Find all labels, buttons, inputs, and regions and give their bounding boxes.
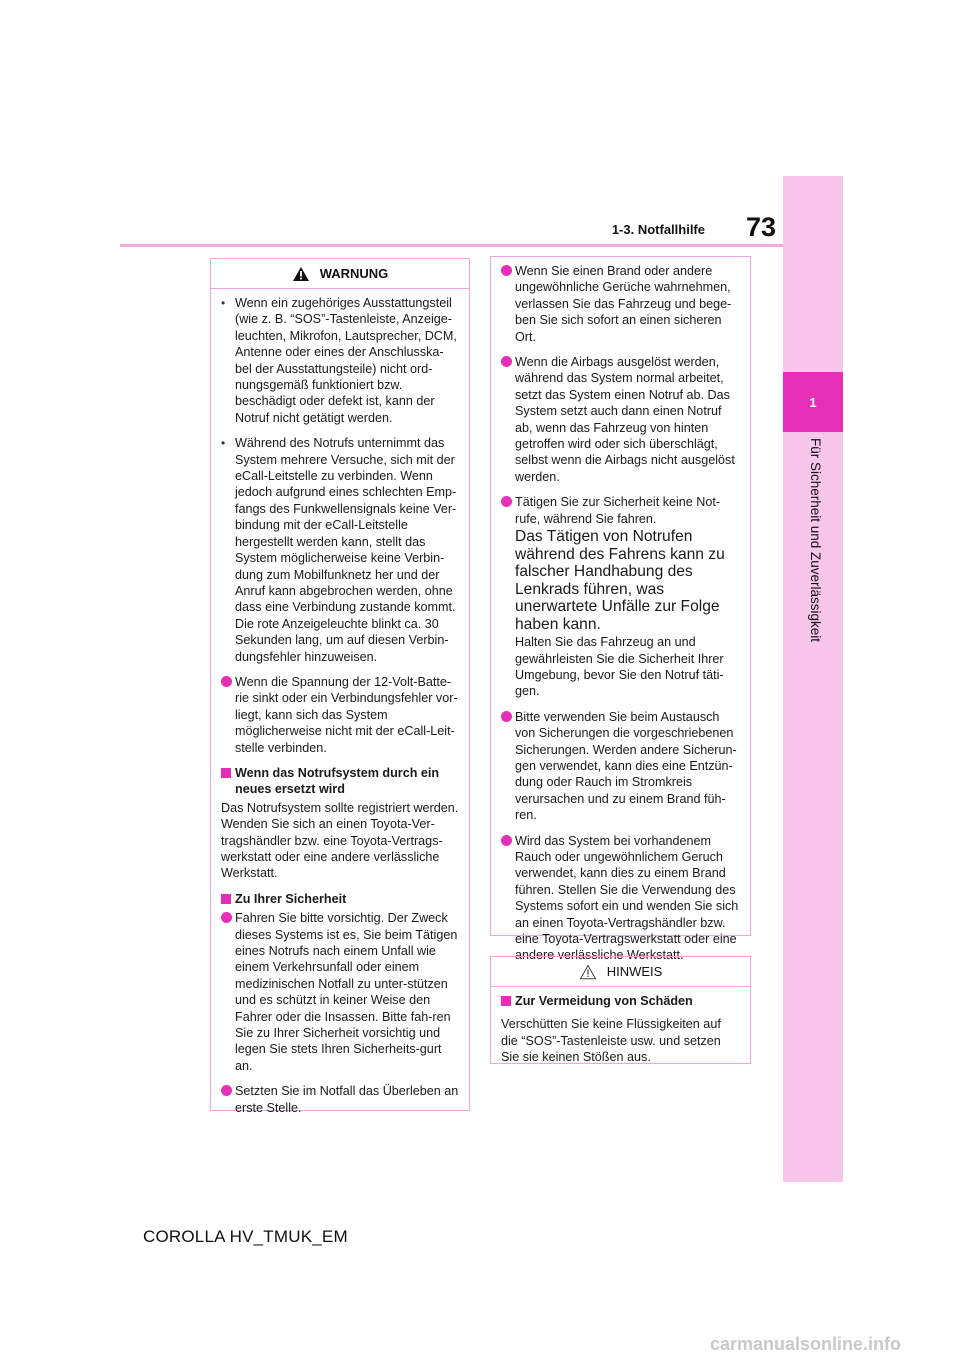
warning-box <box>210 258 470 1115</box>
circle-bullet-icon <box>501 356 512 367</box>
notice-subhead: Zur Vermeidung von Schäden <box>501 993 740 1010</box>
chapter-title: Für Sicherheit und Zuverlässigkeit <box>808 437 823 643</box>
notice-box-header <box>491 957 750 987</box>
square-bullet-icon <box>221 894 231 904</box>
circle-bullet-icon <box>501 496 512 507</box>
warning-subhead-2: Zu Ihrer Sicherheit <box>221 891 459 908</box>
bullet-icon: • <box>221 296 226 310</box>
continuation-item-1: Wenn Sie einen Brand oder andere ungewöhnliche Gerüche wahrnehmen, verlassen Sie das Fahrzeug und bege-ben Sie sich sofort an einen sicheren Ort. <box>501 263 740 345</box>
warning-circle-item-2: Fahren Sie bitte vorsichtig. Der Zweck dieses Systems ist es, Sie beim Tätigen eines Notrufs nach einem Unfall wie einem Verkehrsunfall oder einem medizinischen Notfall zu unter-stützen und es schützt in keiner Weise den Fahrer oder die Insassen. Bitte fah-ren Sie zu Ihrer Sicherheit vorsichtig und legen Sie stets Ihren Sicherheits-gurt an. <box>221 910 459 1074</box>
warning-box-header <box>211 259 469 289</box>
caution-triangle-icon <box>579 964 597 980</box>
chapter-number: 1 <box>809 394 817 410</box>
item-3-instruction: Halten Sie das Fahrzeug an und gewährleisten Sie die Sicherheit Ihrer Umgebung, bevor Sie den Notruf täti-gen. <box>515 635 724 699</box>
circle-bullet-icon <box>221 912 232 923</box>
bullet-icon: • <box>221 436 226 451</box>
warning-continuation-box <box>490 256 751 963</box>
continuation-item-5: Wird das System bei vorhandenem Rauch oder ungewöhnlichem Geruch verwendet, kann dies zu einem Brand führen. Stellen Sie die Verwendung des Systems sofort ein und wenden Sie sich an einen Toyota-Vertragshändler bzw. eine Toyota-Vertragswerkstatt oder eine andere verlässliche Werkstatt. <box>501 833 740 964</box>
notice-box-title: HINWEIS <box>606 964 663 979</box>
page-number: 73 <box>745 212 776 242</box>
continuation-body <box>491 257 750 981</box>
warning-bullet-1: • Wenn ein zugehöriges Ausstattungsteil (wie z. B. “SOS”-Tastenleiste, Anzeige-leuchten, Mikrofon, Lautsprecher, DCM, Antenne oder eines der Anschlusska-bel der Ausstattungsteile) nicht ord-nungsgemäß funktioniert bzw. beschädigt oder defekt ist, kann der Notruf nicht getätigt werden. <box>221 296 457 425</box>
circle-bullet-icon <box>221 1085 232 1096</box>
warning-box-body <box>211 289 469 1133</box>
footer-model-code: COROLLA HV_TMUK_EM <box>143 1227 348 1246</box>
header-rule <box>120 244 783 247</box>
circle-bullet-icon <box>501 835 512 846</box>
warning-box-title: WARNUNG <box>319 266 389 281</box>
item-3-emphasis: Das Tätigen von Notrufen während des Fahrens kann zu falscher Handhabung des Lenkrads führen, was unerwartete Unfälle zur Folge haben kann. <box>515 528 725 633</box>
circle-bullet-icon <box>501 711 512 722</box>
circle-bullet-icon <box>221 676 232 687</box>
warning-subhead-1: Wenn das Notrufsystem durch ein neues ersetzt wird <box>221 765 459 798</box>
warning-paragraph-1: Das Notrufsystem sollte registriert werden. Wenden Sie sich an einen Toyota-Ver-tragshändler bzw. eine Toyota-Vertrags-werkstatt oder eine andere verlässliche Werkstatt. <box>221 800 459 881</box>
watermark: carmanualsonline.info <box>710 1334 902 1354</box>
continuation-item-4: Bitte verwenden Sie beim Austausch von Sicherungen die vorgeschriebenen Sicherungen. Werden andere Sicherun-gen verwendet, kann dies eine Entzün-dung oder Rauch im Stromkreis verursachen und zu einem Brand füh-ren. <box>501 709 740 824</box>
warning-triangle-icon <box>292 266 310 282</box>
item-3-intro: Tätigen Sie zur Sicherheit keine Not-rufe, während Sie fahren. <box>515 495 721 526</box>
notice-box-body <box>491 987 750 1074</box>
square-bullet-icon <box>501 996 511 1006</box>
warning-circle-item-1: Wenn die Spannung der 12-Volt-Batte-rie sinkt oder ein Verbindungsfehler vor-liegt, kann sich das System möglicherweise nicht mit der eCall-Leit-stelle verbinden. <box>221 674 459 756</box>
circle-bullet-icon <box>501 265 512 276</box>
notice-box <box>490 956 751 1064</box>
chapter-side-strip <box>783 176 843 1182</box>
notice-paragraph: Verschütten Sie keine Flüssigkeiten auf die “SOS”-Tastenleiste usw. und setzen Sie sie keinen Stößen aus. <box>501 1017 721 1065</box>
continuation-item-2: Wenn die Airbags ausgelöst werden, während das System normal arbeitet, setzt das System einen Notruf ab. Das System setzt auch dann einen Notruf ab, wenn das Fahrzeug von hinten getroffen wird oder sich überschlägt, selbst wenn die Airbags nicht ausgelöst werden. <box>501 354 740 485</box>
section-title: 1-3. Notfallhilfe <box>611 222 705 237</box>
warning-circle-item-3: Setzten Sie im Notfall das Überleben an erste Stelle. <box>221 1083 459 1116</box>
continuation-item-3 <box>501 494 740 699</box>
square-bullet-icon <box>221 768 231 778</box>
warning-bullet-2: • Während des Notrufs unternimmt das System mehrere Versuche, sich mit der eCall-Leitstelle zu verbinden. Wenn jedoch aufgrund eines schlechten Emp-fangs des Funkwellensignals keine Ver-bindung mit der eCall-Leitstelle hergestellt werden kann, stellt das System möglicherweise keine Verbin-dung zum Mobilfunknetz her und der Anruf kann abgebrochen werden, ohne dass eine Verbindung zustande kommt. Die rote Anzeigeleuchte blinkt ca. 30 Sekunden lang, um auf diesen Verbin-dungsfehler hinzuweisen. <box>221 436 457 664</box>
